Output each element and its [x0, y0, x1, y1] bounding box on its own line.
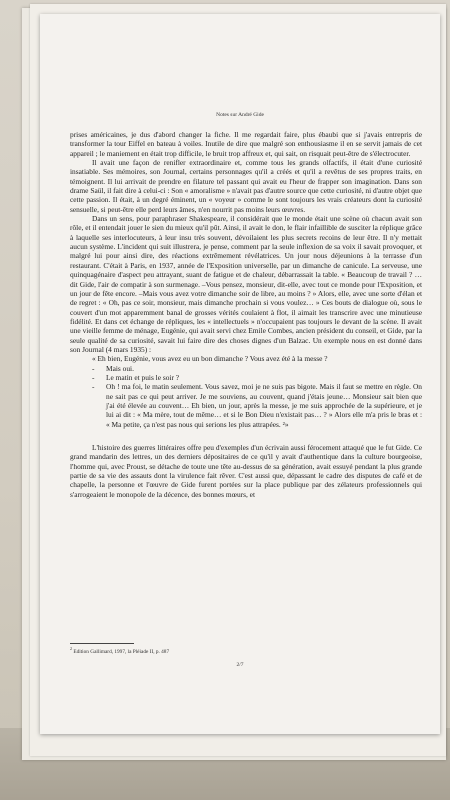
footnote [70, 646, 169, 655]
running-header: Notes sur André Gide [216, 112, 264, 118]
dialogue-line: - Oh ! ma foi, le matin seulement. Vous savez, moi je ne suis pas bigote. Mais il faut se mettre en règle. On ne sait pas ce qui peut arriver. Je me souviens, au couvent, quand j'étais jeune… Monsieur sait bien que j'ai été élevée au couvent… Eh bien, un jour, après la messe, je me suis approchée de la supérieure, et je lui ai dit : « Ma mère, tout de même… et si le Bon Dieu n'existait pas… ? » Alors elle m'a pris le bras et : « Ma petite, ça n'est pas nous qui serions les plus attrapées. ²» [92, 382, 422, 429]
document-page [40, 14, 440, 734]
paragraph-2: Il avait une façon de renifler extraordinaire et, comme tous les grands olfactifs, il était d'une curiosité insatiable. Ses mémoires, son Journal, certains personnages qu'il a créés et qu'il a revêtus de ses propres traits, en témoignent. Il lui arrivait de prendre en filature tel passant qui avait eu l'heur de frapper son imagination. Dans son drame Saül, il fait dire à celui-ci : Son « amoralisme » n'avait pas d'autre source que cette curiosité, ni d'autre objet que cette passion. Il était, à un degré éminent, un « voyeur » comme le sont toujours les vrais créateurs dont la curiosité sensuelle, si peut-être elle perd leurs âmes, n'en nourrit pas moins leurs œuvres. [70, 158, 422, 214]
dialogue-line: - Le matin et puis le soir ? [92, 373, 422, 382]
paragraph-3: Dans un sens, pour paraphraser Shakespeare, il considérait que le monde était une scène où chacun avait son rôle, et il entendait jouer le sien du mieux qu'il pût. Ainsi, il avait le don, le flair infaillible de susciter la réplique grâce à laquelle ses interlocuteurs, à leur insu très souvent, dévoilaient les plus secrets recoins de leur être. Il n'y mettait aucun système. L'incident qui suit illustrera, je pense, comment par la seule inflexion de sa voix il savait provoquer, et malgré lui pour ainsi dire, des réactions extrêmement révélatrices. Un jour nous déjeunions à la terrasse d'un restaurant. C'était à Paris, en 1937, année de l'Exposition universelle, par un dimanche de canicule. La serveuse, une quinquagénaire d'aspect peu attrayant, suant de fatigue et de chaleur, débarrassait la table. « Beaucoup de travail ? … dit Gide, l'air de compatir à son surmenage. –Vous pensez, monsieur, dit-elle, avec tout ce monde pour l'Exposition, et un jour de fête encore. –Mais vous avez votre dimanche soir de libre, au moins ? » Alors, elle, avec une sorte d'élan et de regret : « Oh, pas ce soir, monsieur, mais dimanche prochain si vous voulez… » Ces bouts de dialogue où, sous le couvert d'un mot apparemment banal de grosses vérités coulaient à flot, il aimait les transcrire avec une minutieuse fidélité. Et dans cet échange de répliques, les « intellectuels » n'occupaient pas toujours le devant de la scène. Il avait une vieille femme de ménage, Eugénie, qui avait servi chez Emile Combes, ancien président du conseil, et Gide, par la seule qualité de sa curiosité, savait lui faire dire des choses dignes d'un Balzac. Un exemple nous en est donné dans son Journal (4 mars 1935) : [70, 214, 422, 354]
dialogue-list [70, 354, 422, 429]
dialogue-line: - Mais oui. [92, 364, 422, 373]
footnote-divider [70, 643, 134, 644]
body-text [70, 130, 422, 499]
footnote-mark: 2 [70, 646, 72, 651]
dialogue-line: « Eh bien, Eugénie, vous avez eu un bon dimanche ? Vous avez été à la messe ? [92, 354, 328, 364]
paragraph-1: prises américaines, je dus d'abord changer la fiche. Il me regardait faire, plus ébaubi que si j'avais entrepris de transformer la tour Eiffel en bateau à voiles. Inutile de dire que malgré son enthousiasme il en se servit jamais de cet appareil ; le maniement en était trop difficile, le bruit trop affreux et, qui sait, on risquait peut-être de s'électrocuter. [70, 130, 422, 158]
page-number: 2/7 [236, 662, 244, 668]
footnote-text: Edition Gallimard, 1997, la Pléiade II, p. 487 [73, 648, 170, 655]
paragraph-4: L'histoire des guerres littéraires offre peu d'exemples d'un écrivain aussi férocement attaqué que le fut Gide. Ce grand mandarin des lettres, un des derniers dépositaires de ce qu'il y avait d'authentique dans la culture bourgeoise, l'homme qui, avec Proust, se détache de toute une tête au-dessus de sa génération, avait essuyé pendant la plus grande partie de sa vie des assauts dont la virulence fait rêver. C'est aussi que, dépassant le cadre des disputes de café et de chapelle, la personne et l'œuvre de Gide furent portées sur la place publique par des zélateurs professionnels qui s'arrogeaient le monopole de la décence, des bonnes mœurs, et [70, 443, 422, 499]
